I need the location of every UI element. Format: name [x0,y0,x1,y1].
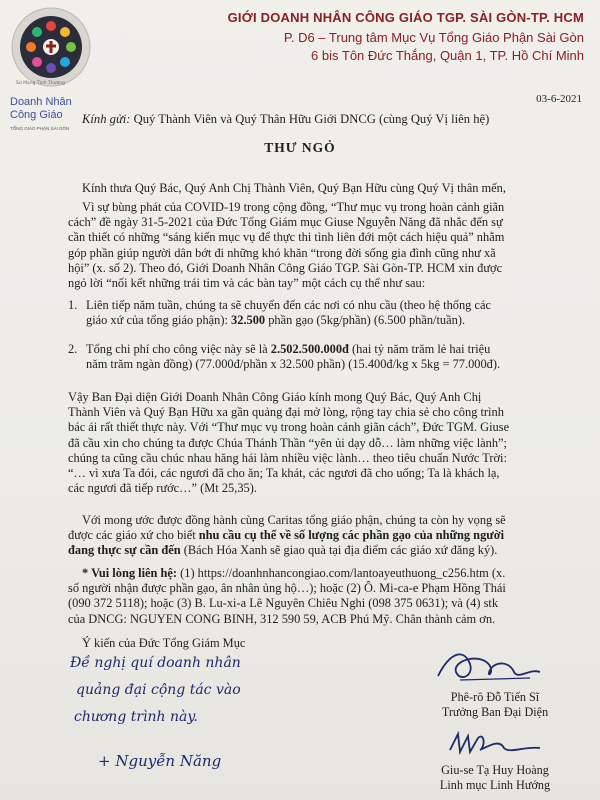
logo-ring-text: Sứ Mạng Tình Thương [16,81,65,86]
contact-block [68,566,576,627]
item-1 [86,298,576,328]
item-1-line-2 [86,313,576,328]
logo-subtitle: TỔNG GIÁO PHẬN SÀI GÒN [10,126,70,131]
org-address-1: P. D6 – Trung tâm Mục Vụ Tổng Giáo Phận Sài Gòn [283,30,584,45]
item-2-amount: 2.502.500.000đ [270,342,349,356]
logo-name-line2: Công Giáo [10,109,63,121]
item-2-text: (hai tỷ năm trăm lẻ hai triệu [348,342,491,356]
item-2 [86,342,576,372]
opinion-label: Ý kiến của Đức Tổng Giám Mục [82,636,246,650]
paragraph-line: hội” (x. số 2). Theo đó, Giới Doanh Nhân Công Giáo TGP. Sài Gòn-TP. HCM xin được [68,260,503,275]
paragraph-text: (Bách Hóa Xanh sẽ giao quà tại địa điểm các giáo xứ đăng ký). [180,543,498,558]
paragraph-2 [68,390,576,496]
recipient-text: Quý Thành Viên và Quý Thân Hữu Giới DNCG (cùng Quý Vị liên hệ) [133,112,490,126]
contact-line-2: số người nhận được phần gạo, ân nhân ủng hộ…); hoặc (2) Ô. Mi-ca-e Phạm Hồng Thái [68,581,506,596]
item-2-line-2: năm trăm ngàn đồng) (77.000đ/phần x 32.500 phần) (15.400đ/kg x 5kg = 77.000đ). [86,357,501,372]
item-1-text: giáo xứ của tổng giáo phận): [86,313,232,328]
paragraph-bold: nhu cầu cụ thể về số lượng các phần gạo của những người [198,528,505,543]
item-2-line-1 [86,342,576,357]
paragraph-text: được các giáo xứ cho biết [68,528,199,543]
paragraph-line: Vậy Ban Đại diện Giới Doanh Nhân Công Giáo kính mong Quý Bác, Quý Anh Chị [68,390,482,404]
paragraph-line: Vì sự bùng phát của COVID-19 trong cộng đồng, “Thư mục vụ trong hoàn cảnh giãn [82,200,505,214]
paragraph-bold: đang thực sự cần đến [68,543,181,558]
handwritten-line-2: quảng đại cộng tác vào [76,682,241,698]
paragraph-line: các ngươi đã tiếp rước…” (Mt 25,35). [68,481,257,496]
greeting: Kính thưa Quý Bác, Quý Anh Chị Thành Viên, Quý Bạn Hữu cùng Quý Vị thân mến, [82,181,506,195]
contact-label: * Vui lòng liên hệ: [82,566,178,580]
contact-line-3: (090 372 5118); hoặc (3) B. Lu-xi-a Lê Nguyên Chiêu Nghi (098 375 0631); và (4) stk [68,596,499,611]
item-1-amount: 32.500 [231,313,266,328]
contact-link-text: (1) https://doanhnhancongiao.com/lantoayeuthuong_c256.htm (x. [177,566,506,580]
signature-2-scribble [440,724,550,764]
signer-2-role: Linh mục Linh Hướng [439,778,551,792]
paragraph-3 [68,513,576,559]
contact-line-4: của DNCG: NGUYEN CONG BINH, 312 590 59, ACB Phú Mỹ. Chân thành cảm ơn. [68,611,496,626]
contact-line-1 [68,566,576,581]
paragraph-line [68,528,576,543]
logo-name-line1: Doanh Nhân [10,96,72,108]
handwritten-line-1: Đề nghị quí doanh nhân [70,655,241,671]
signature-1-scribble [430,642,550,690]
signer-2 [410,763,580,793]
org-address-2: 6 bis Tôn Đức Thắng, Quận 1, TP. Hồ Chí Minh [311,48,584,63]
paragraph-line: góp phần giúp người dân bớt đi những khó khăn “trong đời sống gia đình cũng như xã [68,245,496,260]
paragraph-line: Với mong ước được đồng hành cùng Caritas tổng giáo phận, chúng ta còn hy vọng sẽ [82,513,506,527]
paragraph-line [68,543,576,558]
paragraph-line: ngỏ lời “nối kết những trái tim và các bàn tay” một cách cụ thể như sau: [68,276,426,291]
paragraph-line: đã cầu xin cho chúng ta được Chúa Thánh Thần “yên ủi dạy dỗ… làm những việc lành”; [68,435,507,450]
paragraph-1 [68,200,576,291]
org-logo [10,6,92,88]
item-1-number: 1. [68,298,78,312]
item-2-number: 2. [68,342,78,356]
archbishop-signature: + Nguyễn Năng [98,752,222,770]
paragraph-line: cách” đề ngày 31-5-2021 của Đức Tổng Giám mục Giuse Nguyễn Năng đã nhắc đến sự [68,215,503,230]
org-name: GIỚI DOANH NHÂN CÔNG GIÁO TGP. SÀI GÒN-TP. HCM [227,10,584,25]
signer-1 [410,690,580,720]
recipient-label: Kính gửi: [82,112,131,126]
paragraph-line: cần thiết có những “sáng kiến mục vụ để thực thi tình liên đới một cách hiệu quả” nhằm [68,230,505,245]
letter-date: 03-6-2021 [536,93,582,105]
paragraph-line: bác ái rất thiết thực này. Với “Thư mục vụ trong hoàn cảnh giãn cách”, Đức TGM. Giuse [68,420,510,435]
paragraph-line: Thành Viên và Quý Bạn Hữu xa gần quảng đại mở lòng, rộng tay chia sẻ cho công trình [68,405,504,420]
signer-1-name: Phê-rô Đỗ Tiến Sĩ [450,690,540,704]
handwritten-line-3: chương trình này. [74,709,198,725]
item-1-text: phần gạo (5kg/phần) (6.500 phần/tuần). [265,313,466,328]
logo-wordmark [10,96,72,135]
recipient-line [82,112,489,127]
letter-title: THƯ NGỎ [264,140,336,155]
item-1-line-1: Liên tiếp năm tuần, chúng ta sẽ chuyển đến các nơi có nhu cầu (theo hệ thống các [86,298,491,312]
signer-1-role: Trưởng Ban Đại Diện [441,705,549,719]
signer-2-name: Giu-se Tạ Huy Hoàng [441,763,549,777]
paragraph-line: chúng ta cũng cầu chúc nhau hăng hái làm nhiều việc lành… theo tiêu chuẩn Nước Trời: [68,450,507,465]
paragraph-line: “… vì xưa Ta đói, các ngươi đã cho ăn; Ta khát, các ngươi đã cho uống; Ta là khách lạ, [68,466,500,481]
item-2-text: Tổng chi phí cho công việc này sẽ là [86,342,271,356]
